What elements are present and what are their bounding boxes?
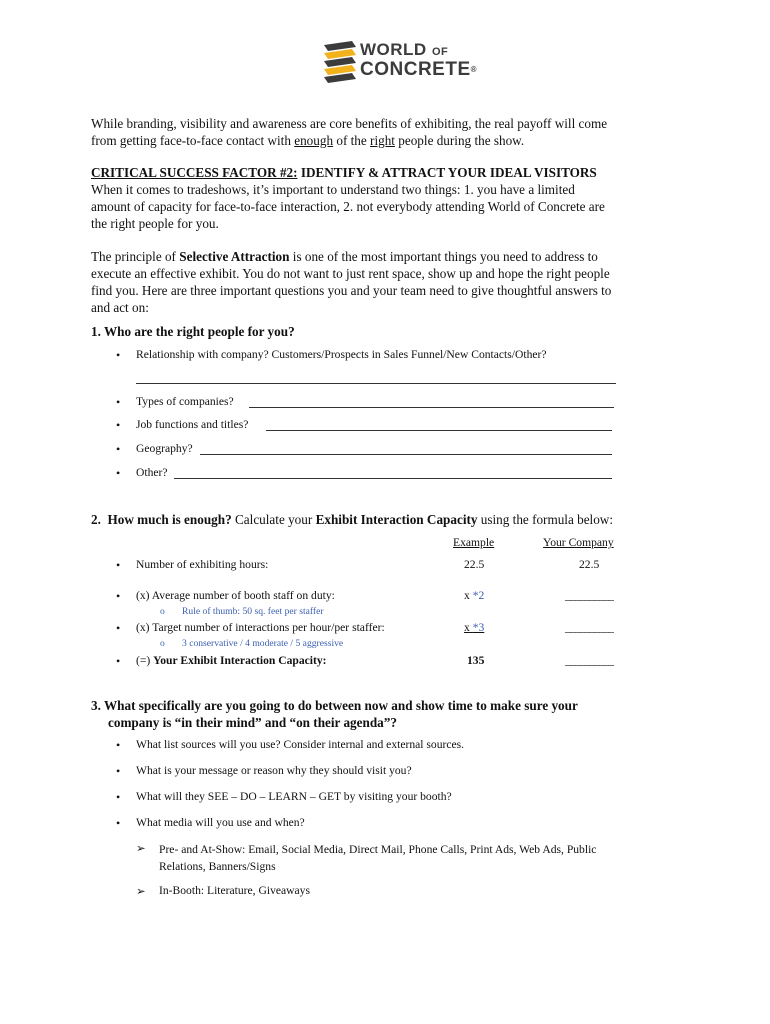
q3-item-message: What is your message or reason why they should visit you? [136,764,412,777]
q3-item-list-sources: What list sources will you use? Consider internal and external sources. [136,738,465,751]
row-interactions-company[interactable]: __________ [565,621,613,634]
principle-line-1: The principle of Selective Attraction is one of the most important things you need to address to [91,249,598,264]
bullet: • [116,442,121,456]
answer-line-geography[interactable] [200,454,612,455]
principle-paragraph [91,248,611,316]
answer-line-relationship[interactable] [136,383,616,384]
q1-heading: 1. Who are the right people for you? [91,324,295,339]
q3-sub-pre-and-at-show: Pre- and At-Show: Email, Social Media, Direct Mail, Phone Calls, Print Ads, Web Ads, Public Relations, Banners/Signs [159,843,597,873]
logo-line1: WORLD [360,40,427,59]
bullet: • [116,348,121,362]
row-staff-example: x *2 [464,589,485,602]
note-aggressiveness: 3 conservative / 4 moderate / 5 aggressive [182,638,344,649]
selective-attraction-term: Selective Attraction [179,249,290,264]
row-staff-company[interactable]: __________ [565,589,613,602]
bullet: • [116,790,121,804]
q3-heading: 3. What specifically are you going to do between now and show time to make sure your company is “in their mind” and “on their agenda”? [91,698,578,730]
note-rule-of-thumb: Rule of thumb: 50 sq. feet per staffer [182,606,324,617]
csf-section [91,164,605,232]
logo-line2: CONCRETE [360,59,471,80]
enough-word: enough [294,133,334,148]
column-your-company-header: Your Company [543,536,614,549]
logo-line1b: OF [431,46,449,58]
q1-item-types: Types of companies? [136,395,234,408]
row-hours-example: 22.5 [464,558,485,571]
q3-item-see-do-learn-get: What will they SEE – DO – LEARN – GET by visiting your booth? [136,790,452,803]
bullet: • [116,738,121,752]
row-interactions-label: (x) Target number of interactions per hour/per staffer: [136,621,385,634]
sub-bullet: o [160,638,165,649]
intro-line-2: from getting face-to-face contact with enough of the right people during the show. [91,133,525,148]
q1-item-job: Job functions and titles? [136,418,249,431]
bullet: • [116,654,121,668]
q3-item-media: What media will you use and when? [136,816,305,829]
bullet: • [116,589,121,603]
principle-line-3: find you. Here are three important questions you and your team need to give thoughtful answers to [91,283,612,298]
q1-item-relationship: Relationship with company? Customers/Prospects in Sales Funnel/New Contacts/Other? [136,348,547,361]
intro-line-1: While branding, visibility and awareness are core benefits of exhibiting, the real payoff will come [91,116,608,131]
bullet: • [116,418,121,432]
principle-line-4: and act on: [91,300,149,315]
row-hours-company[interactable]: 22.5 [579,558,600,571]
answer-line-other[interactable] [174,478,612,479]
answer-line-types[interactable] [249,407,614,408]
csf-line-1: When it comes to tradeshows, it’s important to understand two things: 1. you have a limited [91,182,575,197]
world-of-concrete-logo [322,40,478,84]
logo-reg: ® [470,65,478,74]
arrow-bullet-icon: ➢ [136,842,146,855]
row-staff-label: (x) Average number of booth staff on duty: [136,589,335,602]
row-capacity-label: (=) Your Exhibit Interaction Capacity: [136,654,327,667]
csf-heading: CRITICAL SUCCESS FACTOR #2: IDENTIFY & ATTRACT YOUR IDEAL VISITORS [91,165,597,180]
answer-line-job[interactable] [266,430,612,431]
row-capacity-company[interactable]: __________ [565,654,613,667]
bullet: • [116,395,121,409]
arrow-bullet-icon: ➢ [136,885,146,898]
intro-paragraph [91,115,607,149]
bullet: • [116,621,121,635]
q2-heading: 2. How much is enough? Calculate your Exhibit Interaction Capacity using the formula below: [91,512,613,527]
bullet: • [116,816,121,830]
row-hours-label: Number of exhibiting hours: [136,558,269,571]
csf-line-3: the right people for you. [91,216,219,231]
bullet: • [116,764,121,778]
column-example-header: Example [453,536,495,549]
principle-line-2: execute an effective exhibit. You do not want to just rent space, show up and hope the right people [91,266,610,281]
q1-item-geography: Geography? [136,442,193,455]
row-capacity-example: 135 [467,654,485,667]
sub-bullet: o [160,606,165,617]
row-interactions-example: x *3 [464,621,485,634]
bullet: • [116,466,121,480]
csf-line-2: amount of capacity for face-to-face interaction, 2. not everybody attending World of Concrete are [91,199,605,214]
right-word: right [370,133,395,148]
logo-mark-icon [322,41,358,83]
q3-sub-in-booth: In-Booth: Literature, Giveaways [159,884,310,897]
q1-item-other: Other? [136,466,168,479]
bullet: • [116,558,121,572]
